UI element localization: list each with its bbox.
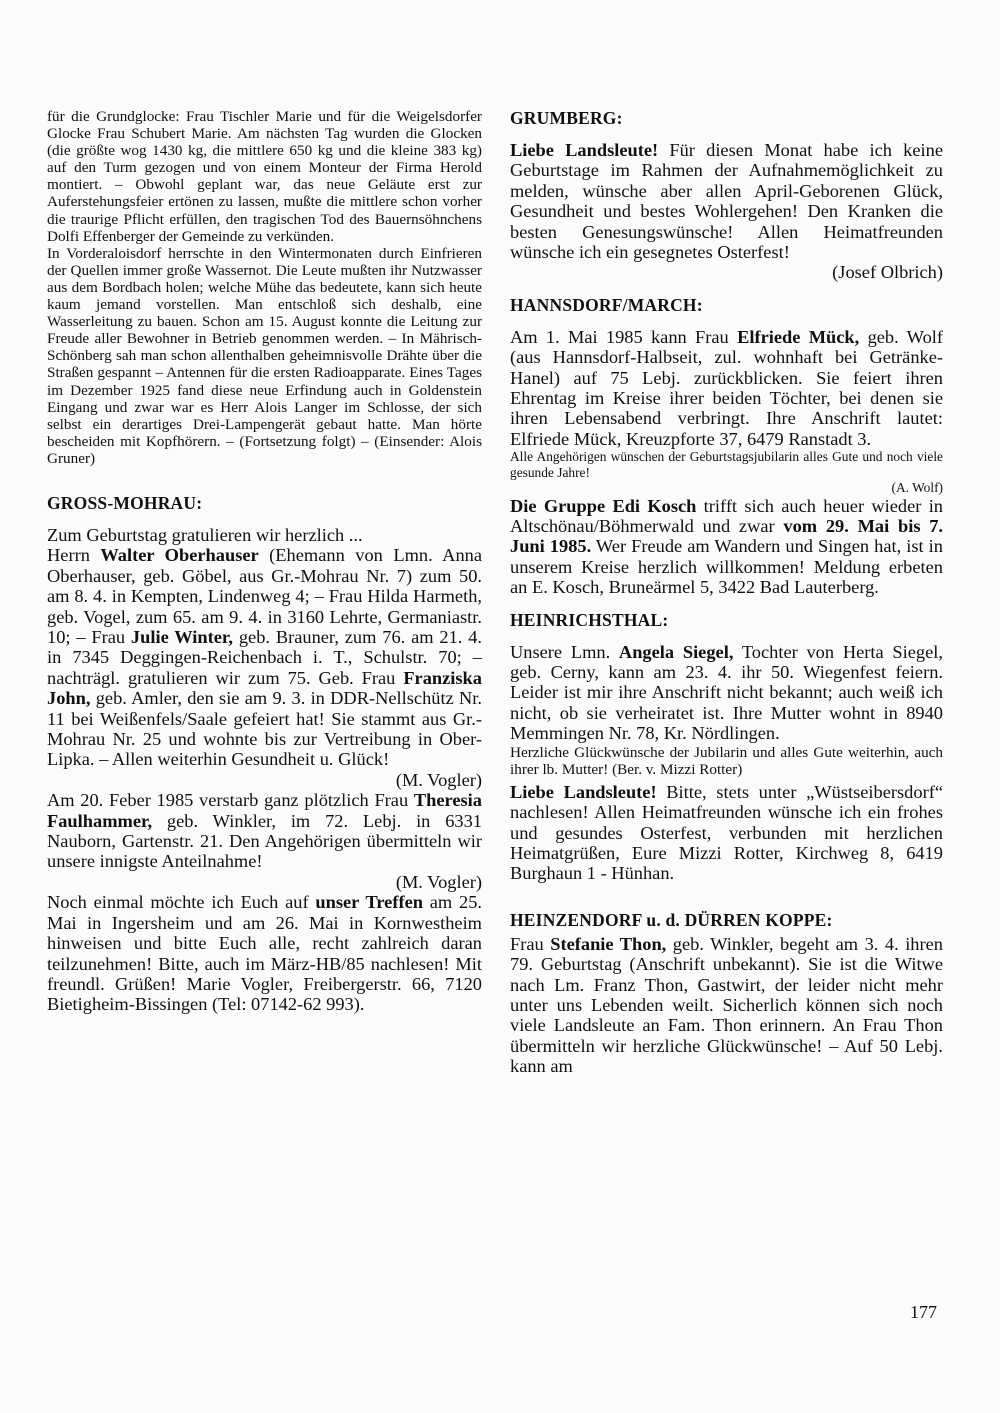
gm-signature-2: (M. Vogler) bbox=[395, 871, 482, 892]
hannsdorf-group: Die Gruppe Edi Kosch trifft sich auch heuer wieder in Altschönau/Böhmerwald und zwar vom 29. Mai bis 7. Juni 1985. Wer Freude am Wandern und Singen hat, ist in unserem Kreise herzlich willkommen! Meldung erbeten an E. Kosch, Bruneärmel 5, 3422 Bad Lauterberg. bbox=[510, 495, 944, 598]
hannsdorf-birthday: Am 1. Mai 1985 kann Frau Elfriede Mück, geb. Wolf (aus Hannsdorf-Halbseit, zul. wohnhaft bei Getränke-Hanel) auf 75 Lebj. zurückblicken. Sie feiert ihren Ehrentag im Kreise ihrer beiden Töchter, bei denen sie ihren Lebensabend verbringt. Ihre Anschrift lautet: Elfriede Mück, Kreuzpforte 37, 6479 Ranstadt 3. bbox=[510, 326, 943, 449]
heinrichsthal-greeting: Liebe Landsleute! Bitte, stets unter „Wüstseibersdorf“ nachlesen! Allen Heimatfreunden wünsche ich ein frohes und gesundes Osterfest, verbunden mit herzlichen Heimatgrüßen, Eure Mizzi Rotter, Kirchweg 8, 6419 Burghaun 1 - Hünhan. bbox=[510, 781, 943, 884]
heinrichsthal-wishes: Herzliche Glückwünsche der Jubilarin und alles Gute weiterhin, auch ihrer lb. Mutter! (Ber. v. Mizzi Rotter) bbox=[510, 743, 943, 778]
page-number: 177 bbox=[910, 1302, 937, 1322]
gm-signature-1: (M. Vogler) bbox=[395, 769, 482, 790]
heading-heinrichsthal: HEINRICHSTHAL: bbox=[510, 609, 669, 630]
heinrichsthal-birthday: Unsere Lmn. Angela Siegel, Tochter von Herta Siegel, geb. Cerny, kann am 23. 4. ihr 50. Wiegenfest feiern. Leider ist mir ihre Anschrift nicht bekannt; auch weiß ich nicht, ob sie verheiratet ist. Ihre Mutter wohnt in 8940 Memmingen Nr. 78, Kr. Nördlingen. bbox=[510, 641, 943, 744]
heading-gross-mohrau: GROSS-MOHRAU: bbox=[47, 492, 203, 513]
paragraph-bells: für die Grundglocke: Frau Tischler Marie und für die Weigelsdorfer Glocke Frau Schubert Marie. Am nächsten Tag wurden die Glocken (die größte wog 1430 kg, die mittlere 650 kg und die kleine 383 kg) auf den Turm gezogen und von einem Monteur der Firma Herold montiert. – Obwohl geplant war, das neue Geläute erst zur Auferstehungsfeier ertönen zu lassen, mußte die mittlere schon vorher die traurige Pflicht erfüllen, den tragischen Tod des Bauernsöhnchens Dolfi Effenberger der Gemeinde zu verkünden. bbox=[47, 108, 482, 245]
heading-grumberg: GRUMBERG: bbox=[510, 108, 623, 128]
hannsdorf-wishes: Alle Angehörigen wünschen der Geburtstagsjubilarin alles Gute und noch viele gesunde Jahre! bbox=[510, 449, 943, 480]
grumberg-greeting: Liebe Landsleute! Für diesen Monat habe ich keine Geburtstage im Rahmen der Aufnahmemöglichkeit zu melden, wünsche aber allen April-Geborenen Glück, Gesundheit und bestes Wohlergehen! Den Kranken die besten Genesungswünsche! Allen Heimatfreunden wünsche ich ein gesegnetes Osterfest! bbox=[510, 140, 944, 263]
heading-hannsdorf: HANNSDORF/MARCH: bbox=[510, 294, 703, 315]
right-column bbox=[510, 108, 943, 1077]
gm-birthdays: Herrn Walter Oberhauser (Ehemann von Lmn. Anna Oberhauser, geb. Göbel, aus Gr.-Mohrau Nr. 7) zum 50. am 8. 4. in Kempten, Lindenweg 4; – Frau Hilda Harmeth, geb. Vogel, zum 65. am 9. 4. in 3160 Lehrte, Germaniastr. 10; – Frau Julie Winter, geb. Brauner, zum 76. am 21. 4. in 7345 Deggingen-Reichenbach i. T., Schulstr. 70; – nachträgl. gratulieren wir zum 75. Geb. Frau Franziska John, geb. Amler, den sie am 9. 3. in DDR-Nellschütz Nr. 11 bei Weißenfels/Saale gefeiert hat! Sie stammt aus Gr.-Mohrau Nr. 25 und wohnte bis zur Vertreibung in Ober-Lipka. – Allen weiterhin Gesundheit u. Glück! bbox=[47, 545, 483, 770]
gm-meeting: Noch einmal möchte ich Euch auf unser Treffen am 25. Mai in Ingersheim und am 26. Mai in Kornwestheim hinweisen und bitte Euch alle, recht zahlreich daran teilzunehmen! Bitte, auch im März-HB/85 nachlesen! Mit freundl. Grüßen! Marie Vogler, Freibergerstr. 66, 7120 Bietigheim-Bissingen (Tel: 07142-62 993). bbox=[47, 892, 483, 1015]
grumberg-signature: (Josef Olbrich) bbox=[832, 262, 943, 283]
left-column bbox=[47, 108, 482, 1015]
heading-heinzendorf: HEINZENDORF u. d. DÜRREN KOPPE: bbox=[510, 909, 833, 930]
paragraph-water: In Vorderaloisdorf herrschte in den Wintermonaten durch Einfrieren der Quellen immer große Wassernot. Die Leute mußten ihr Nutzwasser aus dem Bordbach holen; welche Mühe das bedeutete, kann sich heute kaum jemand vorstellen. Man entschloß sich deshalb, eine Wasserleitung zu bauen. Schon am 15. August konnte die Leitung zur Freude aller Bewohner in Betrieb genommen werden. – In Mährisch-Schönberg sah man schon allenthalben geheimnisvolle Drähte über die Straßen gespannt – Antennen für die ersten Radioapparate. Eines Tages im Dezember 1925 fand diese neue Erfindung auch in Goldenstein Eingang und zwar war es Herr Alois Langer im Schlosse, der sich selbst ein derartiges Drei-Lampengerät gebaut hatte. Man hörte bescheiden mit Kopfhörern. – (Fortsetzung folgt) – (Einsender: Alois Gruner) bbox=[47, 244, 482, 467]
gm-intro: Zum Geburtstag gratulieren wir herzlich ... bbox=[47, 524, 363, 545]
hannsdorf-signature: (A. Wolf) bbox=[891, 480, 943, 496]
gm-obituary: Am 20. Feber 1985 verstarb ganz plötzlich Frau Theresia Faulhammer, geb. Winkler, im 72. Lebj. in 6331 Nauborn, Gartenstr. 21. Den Angehörigen übermitteln wir unsere innigste Anteilnahme! bbox=[47, 790, 482, 872]
heinzendorf-birthday: Frau Stefanie Thon, geb. Winkler, begeht am 3. 4. ihren 79. Geburtstag (Anschrift unbekannt). Sie ist die Witwe nach Lm. Franz Thon, Gastwirt, der leider nicht mehr unter uns Lebenden weilt. Sicherlich können sich noch viele Landsleute an Fam. Thon erinnern. An Frau Thon übermitteln wir herzliche Glückwünsche! – Auf 50 Lebj. kann am bbox=[510, 933, 943, 1077]
